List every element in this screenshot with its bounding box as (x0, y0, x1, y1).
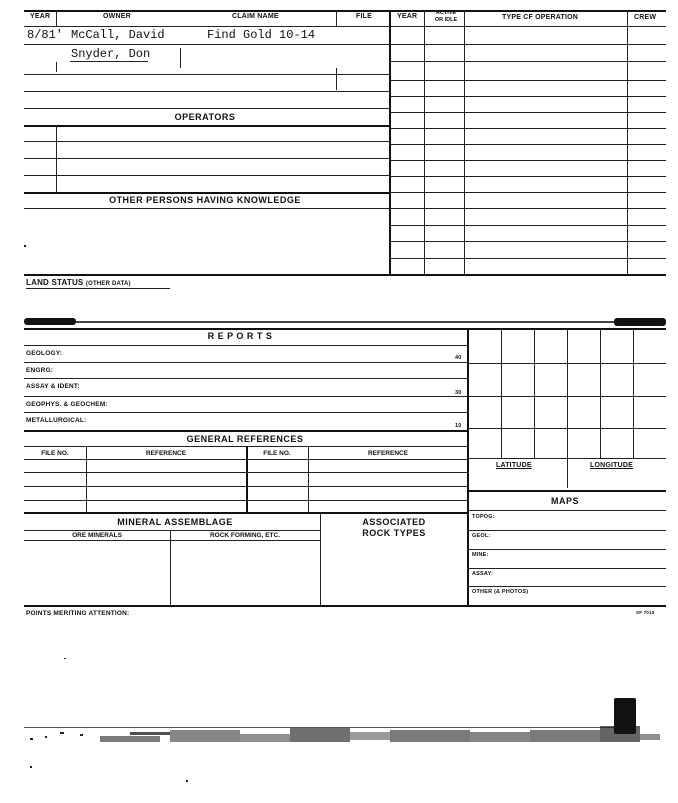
col-reference-1: REFERENCE (145, 450, 187, 457)
points-meriting-label: POINTS MERITING ATTENTION: (26, 610, 130, 617)
strip-mark-left (24, 318, 76, 325)
right-row-line (390, 112, 666, 113)
owner-divider (180, 48, 181, 68)
header-tick (336, 10, 337, 26)
scan-noise-band (0, 722, 678, 762)
other-persons-line (24, 208, 390, 209)
col-file-no-1: FILE NO. (41, 450, 69, 457)
maps-geol: GEOL: (472, 533, 491, 539)
row-line (70, 61, 148, 62)
reports-line (24, 412, 468, 413)
land-status-label (26, 278, 131, 287)
right-row-line (390, 258, 666, 259)
longitude-label: LONGITUDE (590, 462, 634, 469)
right-row-line (390, 61, 666, 62)
top-section-bottom (24, 274, 666, 276)
scan-blot (614, 698, 636, 734)
col-file-no-2: FILE NO. (263, 450, 291, 457)
maps-assay: ASSAY: (472, 571, 494, 577)
header-underline (24, 26, 666, 27)
mineral-subrule (24, 530, 320, 531)
type-crew-divider (627, 10, 628, 276)
reports-metallurgical-num: 10 (455, 423, 462, 429)
reports-geology-num: 40 (455, 355, 462, 361)
right-row-line (390, 225, 666, 226)
right-row-line (390, 128, 666, 129)
right-row-line (390, 176, 666, 177)
associated-line-2: ROCK TYPES (362, 528, 426, 538)
file-divider (336, 68, 337, 90)
grid-row (468, 396, 666, 397)
header-or-idle: OR IDLE (434, 17, 458, 23)
operators-line (24, 158, 390, 159)
lower-main-divider (467, 328, 469, 605)
grid-col (633, 330, 634, 458)
grid-col (567, 330, 568, 488)
top-border (24, 10, 666, 12)
reports-assay: ASSAY & IDENT: (26, 383, 80, 390)
general-refs-heading: GENERAL REFERENCES (186, 434, 304, 444)
lower-bottom-border (24, 605, 666, 607)
ore-minerals-label: ORE MINERALS (72, 532, 122, 539)
entry-owner-1: McCall, David (71, 28, 165, 42)
reports-geophys: GEOPHYS. & GEOCHEM: (26, 401, 108, 408)
operators-heading: OPERATORS (174, 112, 236, 122)
reports-engrg: ENGRG: (26, 367, 54, 374)
reports-line (24, 362, 468, 363)
land-status-underline (26, 288, 170, 289)
mineral-subrule (24, 540, 320, 541)
other-persons-rule (24, 192, 390, 194)
right-row-line (390, 192, 666, 193)
rock-forming-label: ROCK FORMING, ETC. (209, 532, 281, 539)
maps-rule (468, 490, 666, 492)
main-divider (389, 10, 391, 276)
right-row-line (390, 96, 666, 97)
header-active: ACTIVE (435, 10, 457, 16)
right-row-line (390, 80, 666, 81)
row-line (24, 91, 390, 92)
mineral-divider (170, 530, 171, 605)
header-file: FILE (356, 13, 372, 20)
header-claim-name: CLAIM NAME (232, 13, 279, 20)
general-refs-divider (246, 446, 248, 512)
scan-dot (24, 245, 26, 247)
right-row-line (390, 160, 666, 161)
right-row-line (390, 208, 666, 209)
maps-line (468, 530, 666, 531)
maps-heading: MAPS (550, 496, 579, 506)
land-status-sub: (OTHER DATA) (85, 281, 131, 287)
header-type-of-operation: TYPE CF OPERATION (502, 14, 578, 21)
scan-dot (186, 780, 188, 782)
general-refs-divider (86, 446, 87, 512)
latitude-label: LATITUDE (496, 462, 532, 469)
reports-metallurgical: METALLURGICAL: (26, 417, 87, 424)
reports-geology: GEOLOGY: (26, 350, 63, 357)
strip-mark-right (614, 318, 666, 326)
reports-assay-num: 30 (455, 390, 462, 396)
operators-rule (24, 125, 390, 127)
header-crew: CREW (634, 14, 657, 21)
operators-divider (56, 126, 57, 192)
entry-claim-1: Find Gold 10-14 (207, 28, 316, 42)
lower-top-border (24, 328, 666, 330)
grid-col (501, 330, 502, 458)
owner-divider (56, 62, 57, 72)
right-row-line (390, 44, 666, 45)
general-refs-rule (24, 430, 468, 432)
mineral-heading: MINERAL ASSEMBLAGE (117, 517, 233, 527)
general-refs-divider (308, 446, 309, 512)
maps-line (468, 586, 666, 587)
maps-line (468, 549, 666, 550)
mineral-rule (24, 512, 468, 514)
maps-other: OTHER (& PHOTOS) (472, 589, 529, 595)
maps-mine: MINE: (472, 552, 489, 558)
grid-row (468, 458, 666, 459)
col-reference-2: REFERENCE (367, 450, 409, 457)
header-owner: OWNER (103, 13, 131, 20)
right-row-line (390, 144, 666, 145)
form-code: SF 7010 (636, 610, 655, 615)
reports-rule (24, 345, 468, 346)
entry-owner-2: Snyder, Don (71, 47, 151, 61)
strip-line (76, 321, 616, 323)
land-status-text: LAND STATUS (26, 278, 84, 287)
header-tick (56, 10, 57, 26)
grid-col (600, 330, 601, 458)
scan-dot (64, 658, 66, 659)
other-persons-heading: OTHER PERSONS HAVING KNOWLEDGE (109, 195, 301, 205)
row-line (24, 44, 390, 45)
header-year: YEAR (30, 13, 51, 20)
reports-line (24, 396, 468, 397)
associated-line-1: ASSOCIATED (362, 517, 426, 527)
scan-dot (30, 766, 32, 768)
maps-line (468, 568, 666, 569)
reports-heading: R E P O R T S (207, 331, 273, 341)
right-row-line (390, 241, 666, 242)
entry-year: 8/81' (27, 28, 64, 42)
maps-topog: TOPOG: (472, 514, 495, 520)
operators-line (24, 141, 390, 142)
header-year-right: YEAR (397, 13, 418, 20)
operators-line (24, 175, 390, 176)
mineral-divider (320, 512, 321, 605)
grid-row (468, 363, 666, 364)
grid-row (468, 428, 666, 429)
grid-col (534, 330, 535, 458)
reports-line (24, 378, 468, 379)
row-line (24, 108, 390, 109)
maps-line (468, 510, 666, 511)
active-type-divider (464, 10, 465, 276)
year-active-divider (424, 10, 425, 276)
